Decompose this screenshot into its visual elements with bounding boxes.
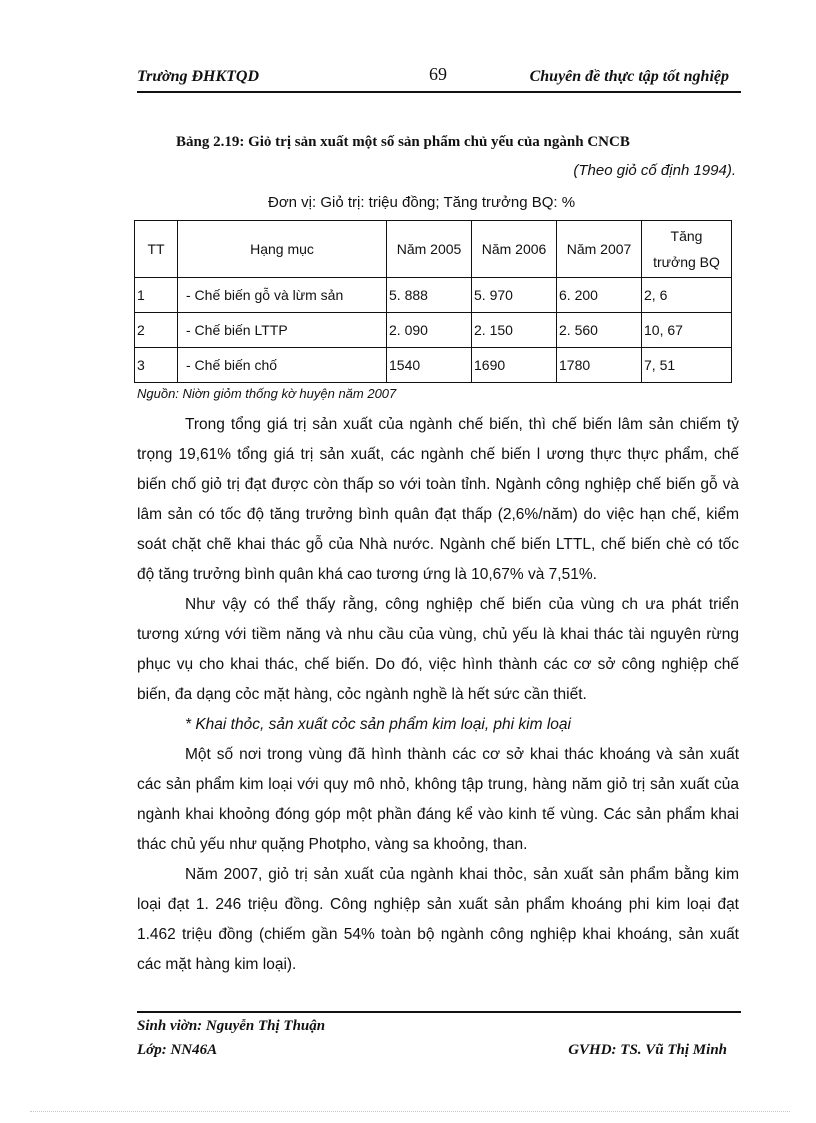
table-header-row (135, 221, 732, 278)
paragraph: Trong tổng giá trị sản xuất của ngành chế biến, thì chế biến lâm sản chiếm tỷ trọng 19,61% tổng giá trị sản xuất, các ngành chế biến l ương thực thực phẩm, chế biến chố giỏ trị đạt được còn thấp so với toàn tỉnh. Ngành công nghiệp chế biến gỗ và lâm sản có tốc độ tăng trưởng bình quân đạt thấp (2,6%/năm) do việc hạn chế, kiểm soát chặt chẽ khai thác gỗ của Nhà nước. Ngành chế biến LTTL, chế biến chè có tốc độ tăng trưởng bình quân khá cao tương ứng là 10,67% và 7,51%. (137, 416, 739, 583)
cell-growth: 10, 67 (642, 313, 732, 348)
header-2007: Năm 2007 (557, 221, 642, 278)
cell-2006: 1690 (472, 348, 557, 383)
cell-2005: 5. 888 (387, 278, 472, 313)
table-unit: Đơn vị: Giỏ trị: triệu đồng; Tăng trưởng BQ: % (268, 194, 576, 211)
cell-2006: 2. 150 (472, 313, 557, 348)
header-2005: Năm 2005 (387, 221, 472, 278)
header-divider (137, 91, 741, 93)
cell-2006: 5. 970 (472, 278, 557, 313)
footer-divider (137, 1011, 741, 1013)
cell-growth: 7, 51 (642, 348, 732, 383)
paragraph: Như vậy có thể thấy rằng, công nghiệp chế biến của vùng ch ưa phát triển tương xứng với tiềm năng và nhu cầu của vùng, chủ yếu là khai thác tài nguyên rừng phục vụ cho khai thác, chế biến. Do đó, việc hình thành các cơ sở công nghiệp chế biến, đa dạng cỏc mặt hàng, cỏc ngành nghề là hết sức cần thiết. (137, 596, 739, 703)
header-tt: TT (135, 221, 178, 278)
paragraph: Năm 2007, giỏ trị sản xuất của ngành khai thỏc, sản xuất sản phẩm bằng kim loại đạt 1. 246 triệu đồng. Công nghiệp sản xuất sản phẩm khoáng phi kim loại đạt 1.462 triệu đồng (chiếm gần 54% toàn bộ ngành công nghiệp khai khoáng, sản xuất các mặt hàng kim loại). (137, 866, 739, 973)
table-row (135, 313, 732, 348)
page-header (137, 62, 741, 90)
page-number: 69 (429, 64, 447, 84)
cell-growth: 2, 6 (642, 278, 732, 313)
section-heading: * Khai thỏc, sản xuất cỏc sản phẩm kim loại, phi kim loại (185, 716, 571, 733)
page-bottom-border (30, 1111, 790, 1112)
footer-class: Lớp: NN46A (137, 1042, 218, 1058)
cell-2005: 2. 090 (387, 313, 472, 348)
footer-advisor: GVHD: TS. Vũ Thị Minh (568, 1042, 727, 1058)
body-text (137, 410, 739, 980)
header-growth-line1: Tăng (670, 228, 703, 244)
footer-student: Sinh viờn: Nguyễn Thị Thuận (137, 1018, 326, 1034)
production-value-table (134, 220, 732, 383)
cell-item: - Chế biến gỗ và lừm sản (178, 278, 387, 313)
cell-2007: 6. 200 (557, 278, 642, 313)
cell-item: - Chế biến LTTP (178, 313, 387, 348)
cell-item: - Chế biến chố (178, 348, 387, 383)
cell-tt: 2 (135, 313, 178, 348)
table-row (135, 348, 732, 383)
cell-2005: 1540 (387, 348, 472, 383)
table-note: (Theo giỏ cố định 1994). (573, 162, 736, 179)
table-title: Bảng 2.19: Giỏ trị sản xuất một số sản phẩm chủ yếu của ngành CNCB (176, 134, 630, 150)
header-growth-line2: trưởng BQ (653, 254, 720, 270)
table-source: Nguồn: Niờn giỏm thống kờ huyện năm 2007 (137, 386, 397, 401)
header-2006: Năm 2006 (472, 221, 557, 278)
cell-2007: 2. 560 (557, 313, 642, 348)
header-university: Trường ĐHKTQD (137, 68, 260, 85)
cell-tt: 3 (135, 348, 178, 383)
page-footer (137, 1014, 741, 1062)
cell-tt: 1 (135, 278, 178, 313)
header-document-title: Chuyên đề thực tập tốt nghiệp (529, 68, 729, 85)
header-item: Hạng mục (178, 221, 387, 278)
cell-2007: 1780 (557, 348, 642, 383)
paragraph: Một số nơi trong vùng đã hình thành các cơ sở khai thác khoáng và sản xuất các sản phẩm kim loại với quy mô nhỏ, không tập trung, hàng năm giỏ trị sản xuất của ngành khai khoỏng đóng góp một phần đáng kể vào kinh tế vùng. Các sản phẩm khai thác chủ yếu như quặng Photpho, vàng sa khoỏng, than. (137, 746, 739, 853)
table-row (135, 278, 732, 313)
header-growth (642, 221, 732, 278)
